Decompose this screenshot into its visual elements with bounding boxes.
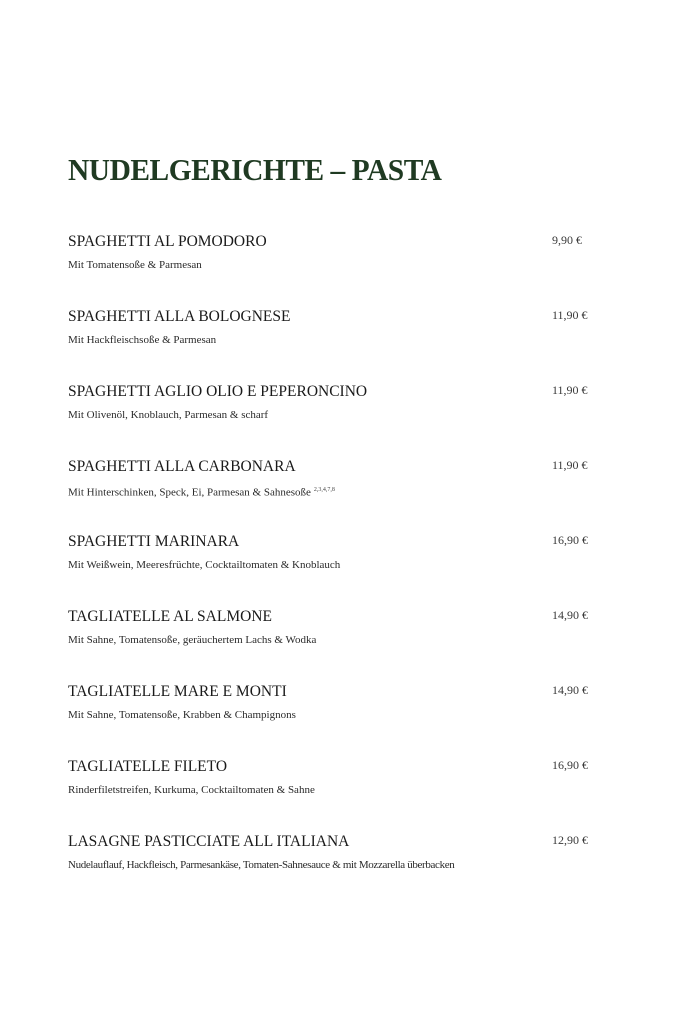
item-description: Mit Tomatensoße & Parmesan — [68, 259, 202, 271]
menu-item — [68, 232, 598, 282]
item-price: 14,90 € — [552, 608, 588, 622]
item-name: SPAGHETTI AL POMODORO — [68, 233, 267, 250]
item-description: Nudelauflauf, Hackfleisch, Parmesankäse, Tomaten-Sahnesauce & mit Mozzarella überbacken — [68, 859, 455, 871]
item-price: 9,90 € — [552, 233, 582, 247]
item-price: 12,90 € — [552, 833, 588, 847]
item-name: SPAGHETTI MARINARA — [68, 533, 240, 550]
menu-item — [68, 307, 598, 357]
item-description: Rinderfiletstreifen, Kurkuma, Cocktailtomaten & Sahne — [68, 784, 315, 796]
item-description: Mit Sahne, Tomatensoße, geräuchertem Lachs & Wodka — [68, 634, 317, 646]
menu-item — [68, 682, 598, 732]
menu-item — [68, 832, 598, 882]
menu-item — [68, 532, 598, 582]
item-description: Mit Hinterschinken, Speck, Ei, Parmesan & Sahnesoße — [68, 486, 311, 499]
item-description: Mit Weißwein, Meeresfrüchte, Cocktailtomaten & Knoblauch — [68, 559, 341, 571]
item-description: Mit Sahne, Tomatensoße, Krabben & Champignons — [68, 709, 296, 721]
item-description-row — [68, 483, 335, 500]
item-price: 16,90 € — [552, 533, 588, 547]
item-name: TAGLIATELLE MARE E MONTI — [68, 683, 287, 700]
menu-item — [68, 382, 598, 432]
item-description: Mit Olivenöl, Knoblauch, Parmesan & scharf — [68, 409, 269, 421]
item-name: TAGLIATELLE AL SALMONE — [68, 608, 272, 625]
item-description: Mit Hackfleischsoße & Parmesan — [68, 334, 217, 346]
item-price: 16,90 € — [552, 758, 588, 772]
menu-item — [68, 607, 598, 657]
menu-item — [68, 457, 598, 507]
menu-item — [68, 757, 598, 807]
item-name: SPAGHETTI AGLIO OLIO E PEPERONCINO — [68, 383, 368, 400]
item-price: 11,90 € — [552, 308, 588, 322]
item-price: 11,90 € — [552, 458, 588, 472]
page-title: NUDELGERICHTE – PASTA — [68, 152, 442, 187]
item-name: SPAGHETTI ALLA CARBONARA — [68, 458, 296, 475]
item-name: TAGLIATELLE FILETO — [68, 758, 228, 775]
allergen-codes: 2,3,4,7,8 — [313, 487, 335, 493]
item-name: LASAGNE PASTICCIATE ALL ITALIANA — [68, 833, 350, 850]
item-price: 11,90 € — [552, 383, 588, 397]
item-price: 14,90 € — [552, 683, 588, 697]
item-name: SPAGHETTI ALLA BOLOGNESE — [68, 308, 291, 325]
